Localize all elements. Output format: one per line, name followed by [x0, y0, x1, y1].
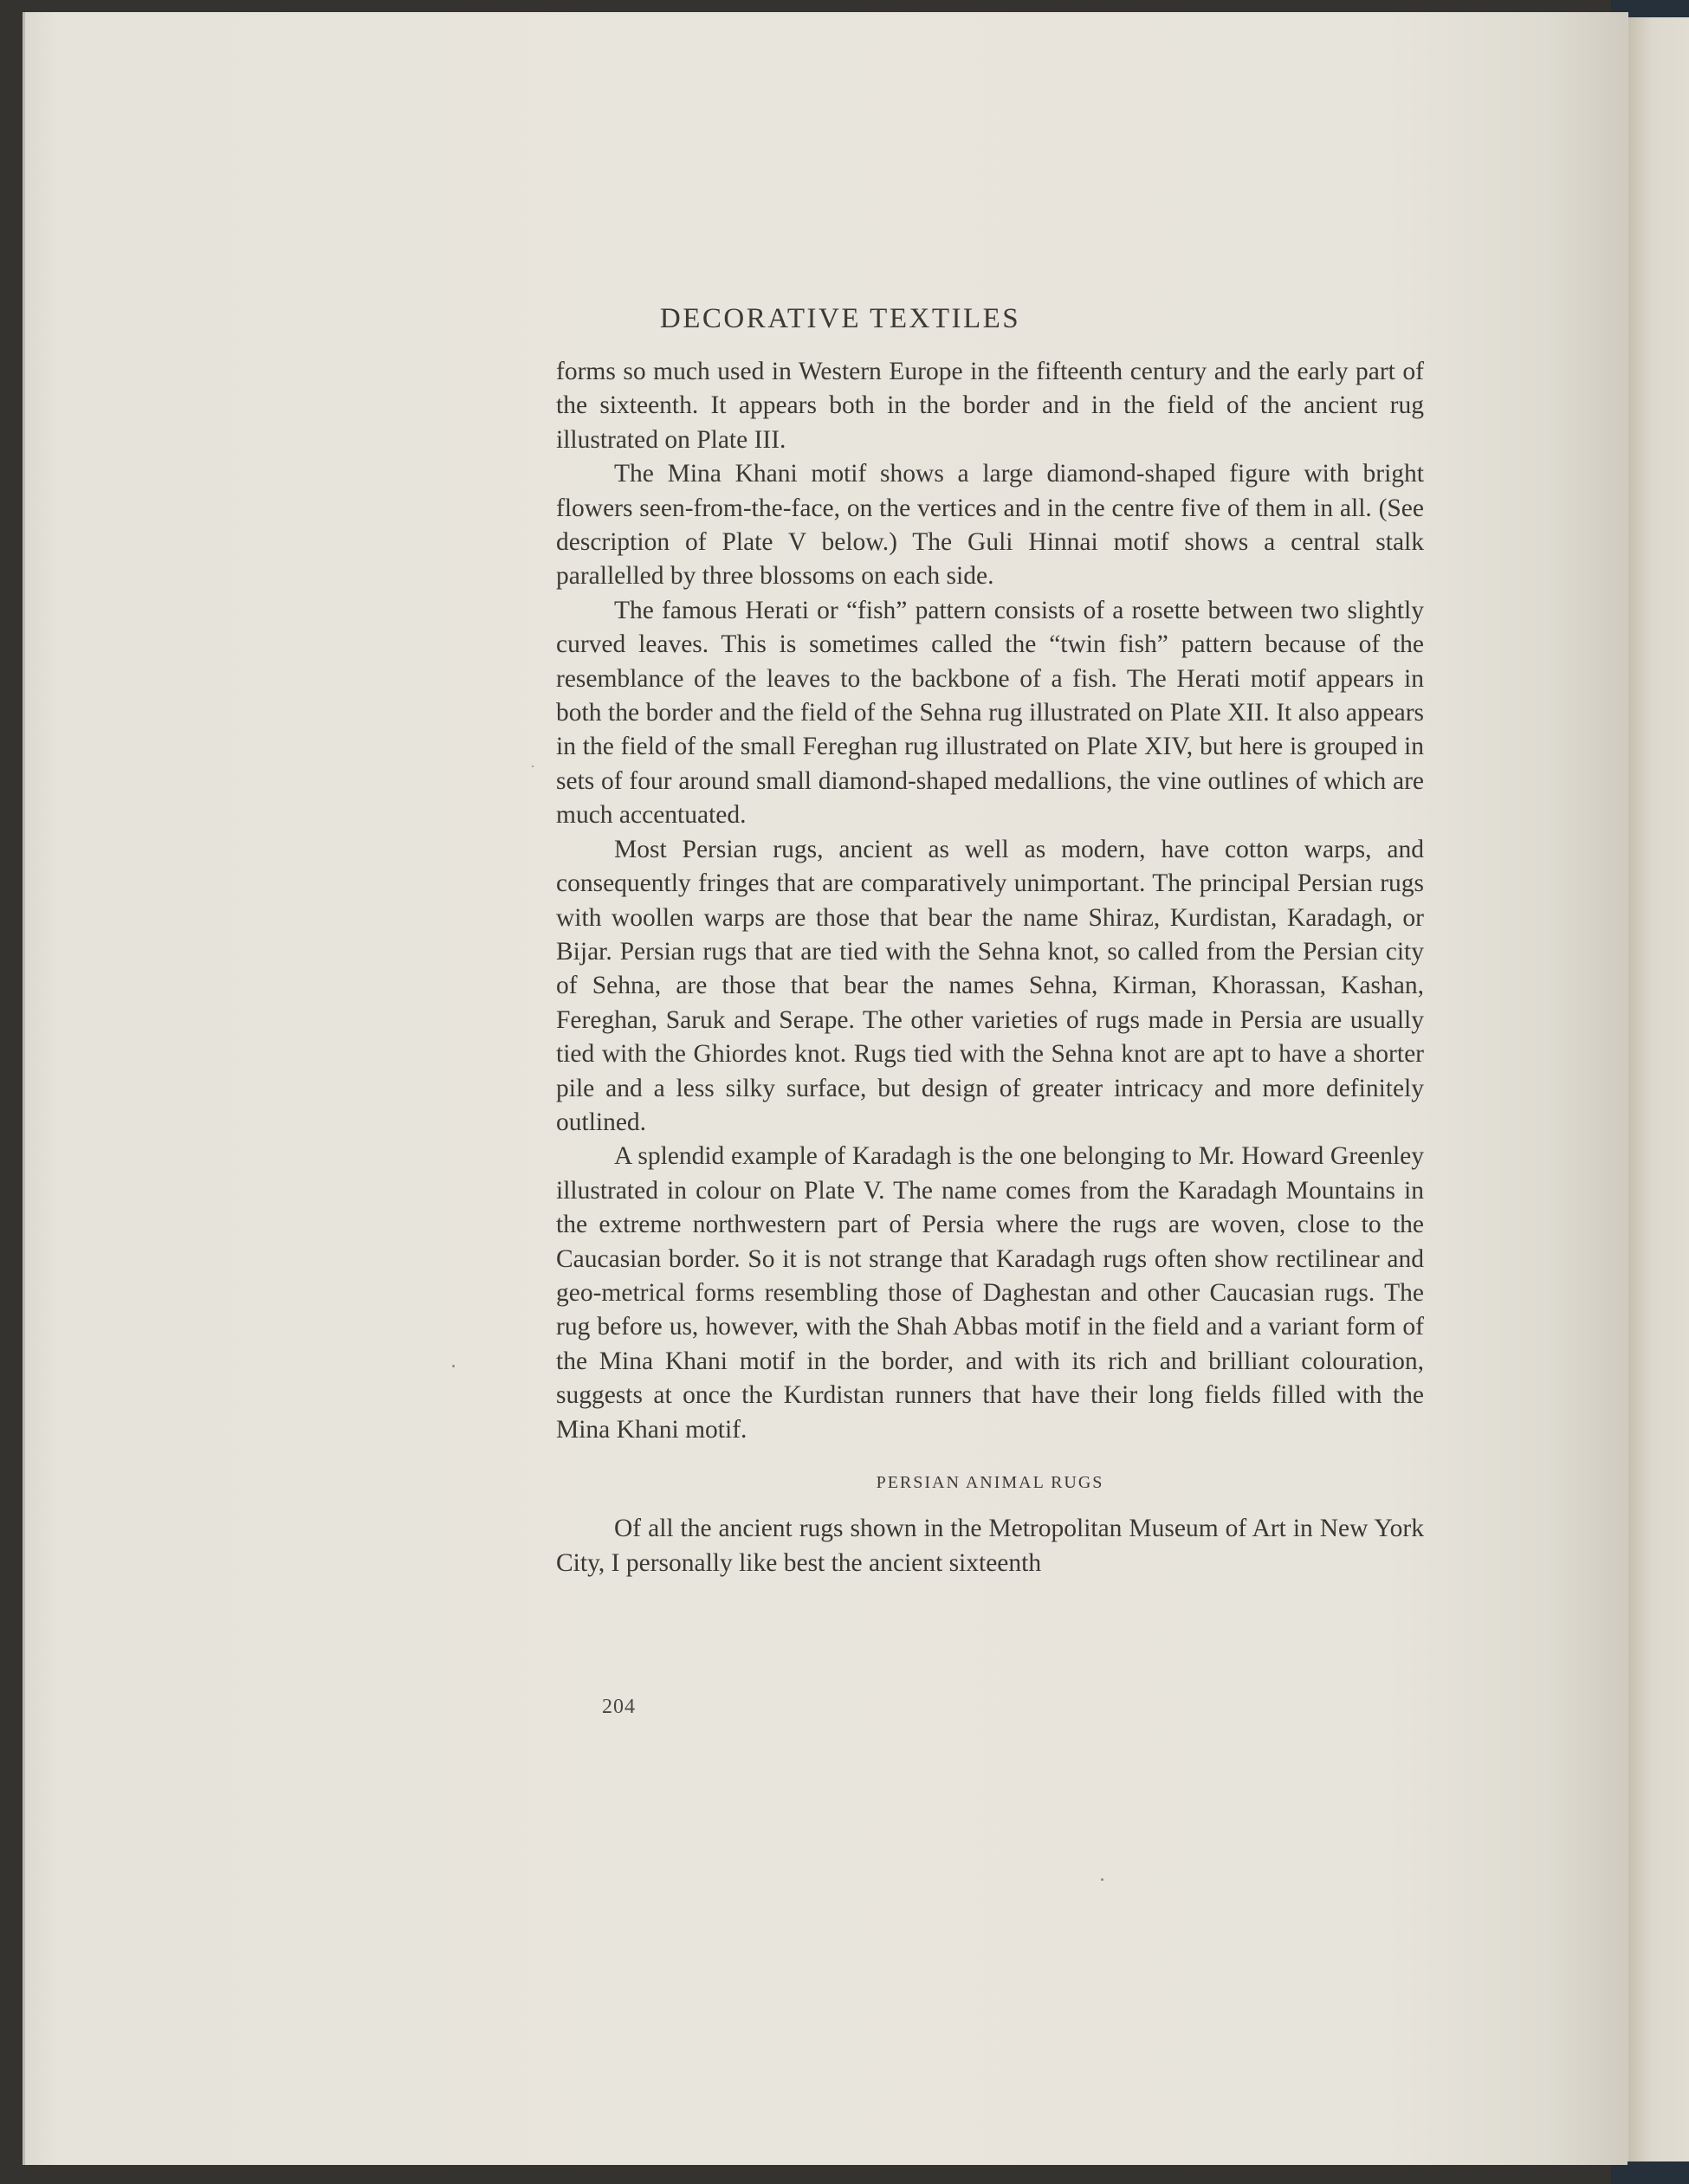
paper-fleck	[1101, 1878, 1103, 1881]
section-heading: PERSIAN ANIMAL RUGS	[876, 1473, 1104, 1492]
facing-page-edge	[1628, 17, 1689, 2165]
paragraph: A splendid example of Karadagh is the one belonging to Mr. Howard Greenley illustrated in colour on Plate V. The name comes from the Karadagh Mountains in the extreme northwestern part of Persia where the rugs are woven, close to the Caucasian border. So it is not strange that Karadagh rugs often show rectilinear and geo-metrical forms resembling those of Daghestan and other Caucasian rugs. The rug before us, however, with the Shah Abbas motif in the field and a variant form of the Mina Khani motif in the border, and with its rich and brilliant colouration, suggests at once the Kurdistan runners that have their long fields filled with the Mina Khani motif.	[556, 1142, 1424, 1444]
paragraph: forms so much used in Western Europe in the fifteenth century and the early part of the sixteenth. It appears both in the border and in the field of the ancient rug illustrated on Plate III.	[556, 358, 1424, 454]
paragraph: The famous Herati or “fish” pattern consists of a rosette between two slightly curved leaves. This is sometimes called the “twin fish” pattern because of the resemblance of the leaves to the backbone of a fish. The Herati motif appears in both the border and the field of the Sehna rug illustrated on Plate XII. It also appears in the field of the small Fereghan rug illustrated on Plate XIV, but here is grouped in sets of four around small diamond-shaped medallions, the vine outlines of which are much accentuated.	[556, 596, 1424, 830]
paper-fleck	[532, 766, 534, 767]
paper-fleck	[452, 1365, 455, 1367]
paragraph: Most Persian rugs, ancient as well as modern, have cotton warps, and consequently fringes that are comparatively unimportant. The principal Persian rugs with woollen warps are those that bear the name Shiraz, Kurdistan, Karadagh, or Bijar. Persian rugs that are tied with the Sehna knot, so called from the Persian city of Sehna, are those that bear the names Sehna, Kirman, Khorassan, Kashan, Fereghan, Saruk and Serape. The other varieties of rugs made in Persia are usually tied with the Ghiordes knot. Rugs tied with the Sehna knot are apt to have a shorter pile and a less silky surface, but design of greater intricacy and more definitely outlined.	[556, 835, 1424, 1136]
paragraph: The Mina Khani motif shows a large diamond-shaped figure with bright flowers seen-from-the-face, on the vertices and in the centre five of them in all. (See description of Plate V below.) The Guli Hinnai motif shows a central stalk parallelled by three blossoms on each side.	[556, 460, 1424, 591]
running-head: DECORATIVE TEXTILES	[659, 303, 1021, 334]
page-number: 204	[602, 1696, 636, 1718]
paragraph: Of all the ancient rugs shown in the Metropolitan Museum of Art in New York City, I personally like best the ancient sixteenth	[556, 1515, 1424, 1577]
body-text	[556, 355, 1424, 1580]
